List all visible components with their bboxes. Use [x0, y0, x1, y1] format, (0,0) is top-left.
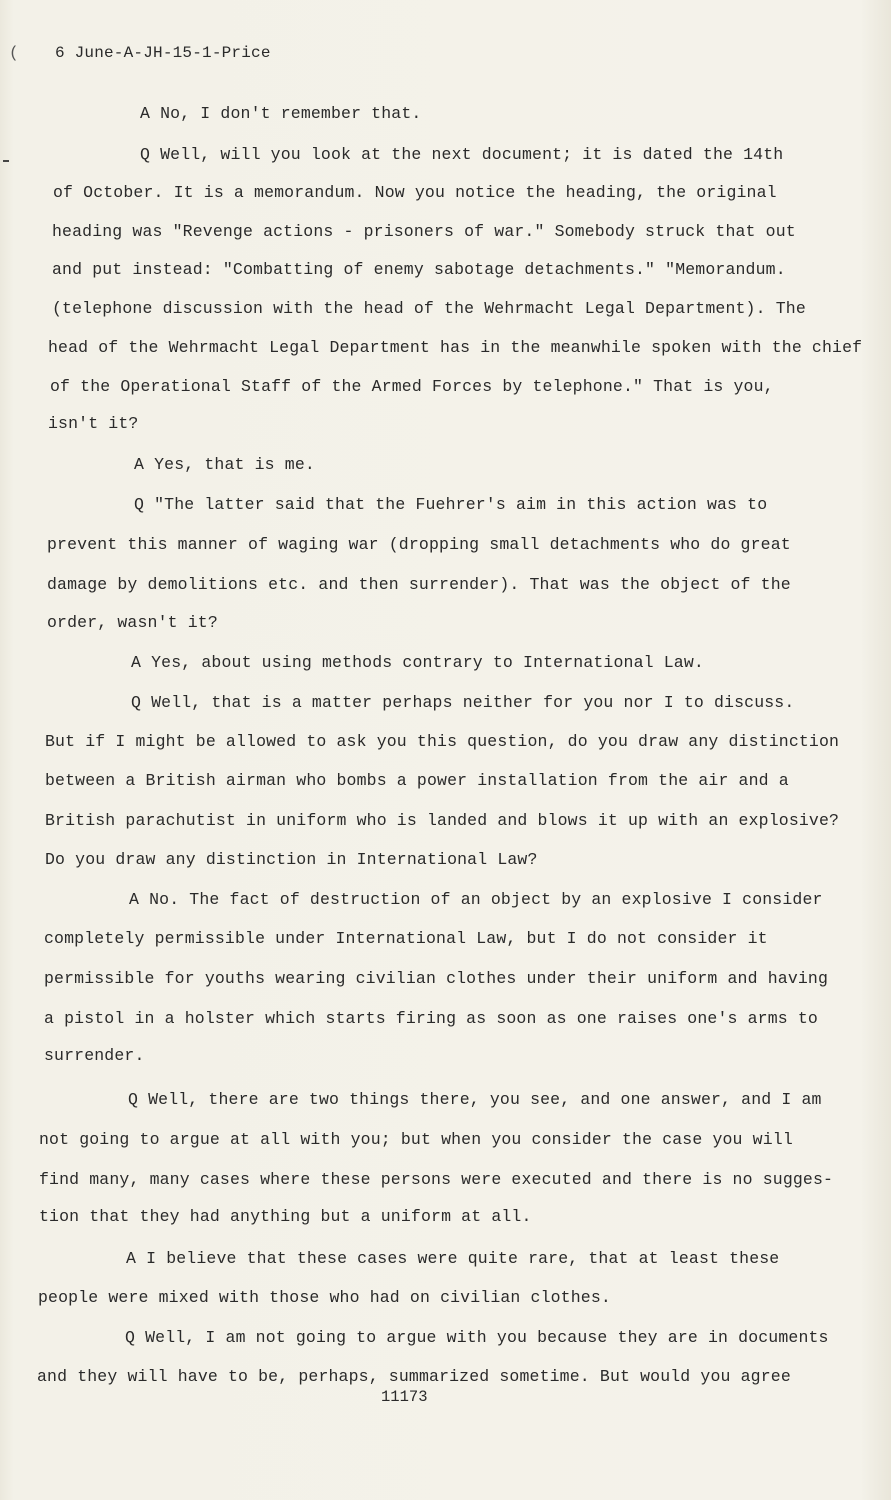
text-line: damage by demolitions etc. and then surrender). That was the object of the [47, 575, 791, 594]
text-line: Q Well, will you look at the next document; it is dated the 14th [140, 145, 784, 164]
margin-mark: ( [9, 44, 19, 62]
text-line: not going to argue at all with you; but when you consider the case you will [39, 1130, 793, 1149]
text-line: But if I might be allowed to ask you this question, do you draw any distinction [45, 732, 840, 751]
text-line: a pistol in a holster which starts firing as soon as one raises one's arms to [44, 1009, 818, 1028]
text-line: A Yes, that is me. [134, 455, 315, 474]
text-line: completely permissible under International Law, but I do not consider it [44, 929, 768, 948]
text-line: Q Well, I am not going to argue with you because they are in documents [125, 1328, 829, 1347]
text-line: and they will have to be, perhaps, summarized sometime. But would you agree [37, 1367, 791, 1386]
text-line: find many, many cases where these persons were executed and there is no sugges- [39, 1170, 834, 1189]
text-line: Q "The latter said that the Fuehrer's aim in this action was to [134, 495, 768, 514]
text-line: Q Well, that is a matter perhaps neither for you nor I to discuss. [131, 693, 795, 712]
text-line: head of the Wehrmacht Legal Department has in the meanwhile spoken with the chief [48, 338, 863, 357]
text-line: (telephone discussion with the head of the Wehrmacht Legal Department). The [52, 299, 806, 318]
text-line: British parachutist in uniform who is landed and blows it up with an explosive? [45, 811, 840, 830]
text-line: people were mixed with those who had on civilian clothes. [38, 1288, 611, 1307]
text-line: A Yes, about using methods contrary to International Law. [131, 653, 704, 672]
text-line: Do you draw any distinction in International Law? [45, 850, 538, 869]
margin-tick [3, 160, 9, 162]
text-line: A I believe that these cases were quite rare, that at least these [126, 1249, 780, 1268]
text-line: of the Operational Staff of the Armed Forces by telephone." That is you, [50, 377, 774, 396]
text-line: tion that they had anything but a uniform at all. [39, 1207, 532, 1226]
text-line: order, wasn't it? [47, 613, 218, 632]
text-line: between a British airman who bombs a power installation from the air and a [45, 771, 789, 790]
text-line: A No. The fact of destruction of an object by an explosive I consider [129, 890, 823, 909]
text-line: isn't it? [48, 414, 139, 433]
text-line: heading was "Revenge actions - prisoners of war." Somebody struck that out [52, 222, 796, 241]
text-line: of October. It is a memorandum. Now you notice the heading, the original [53, 183, 777, 202]
text-line: and put instead: "Combatting of enemy sabotage detachments." "Memorandum. [52, 260, 786, 279]
text-line: A No, I don't remember that. [140, 104, 422, 123]
text-line: Q Well, there are two things there, you see, and one answer, and I am [128, 1090, 822, 1109]
text-line: surrender. [44, 1046, 145, 1065]
text-line: permissible for youths wearing civilian clothes under their uniform and having [44, 969, 829, 988]
page-header: 6 June-A-JH-15-1-Price [55, 44, 271, 62]
text-line: prevent this manner of waging war (dropping small detachments who do great [47, 535, 791, 554]
page-number: 11173 [381, 1388, 428, 1406]
